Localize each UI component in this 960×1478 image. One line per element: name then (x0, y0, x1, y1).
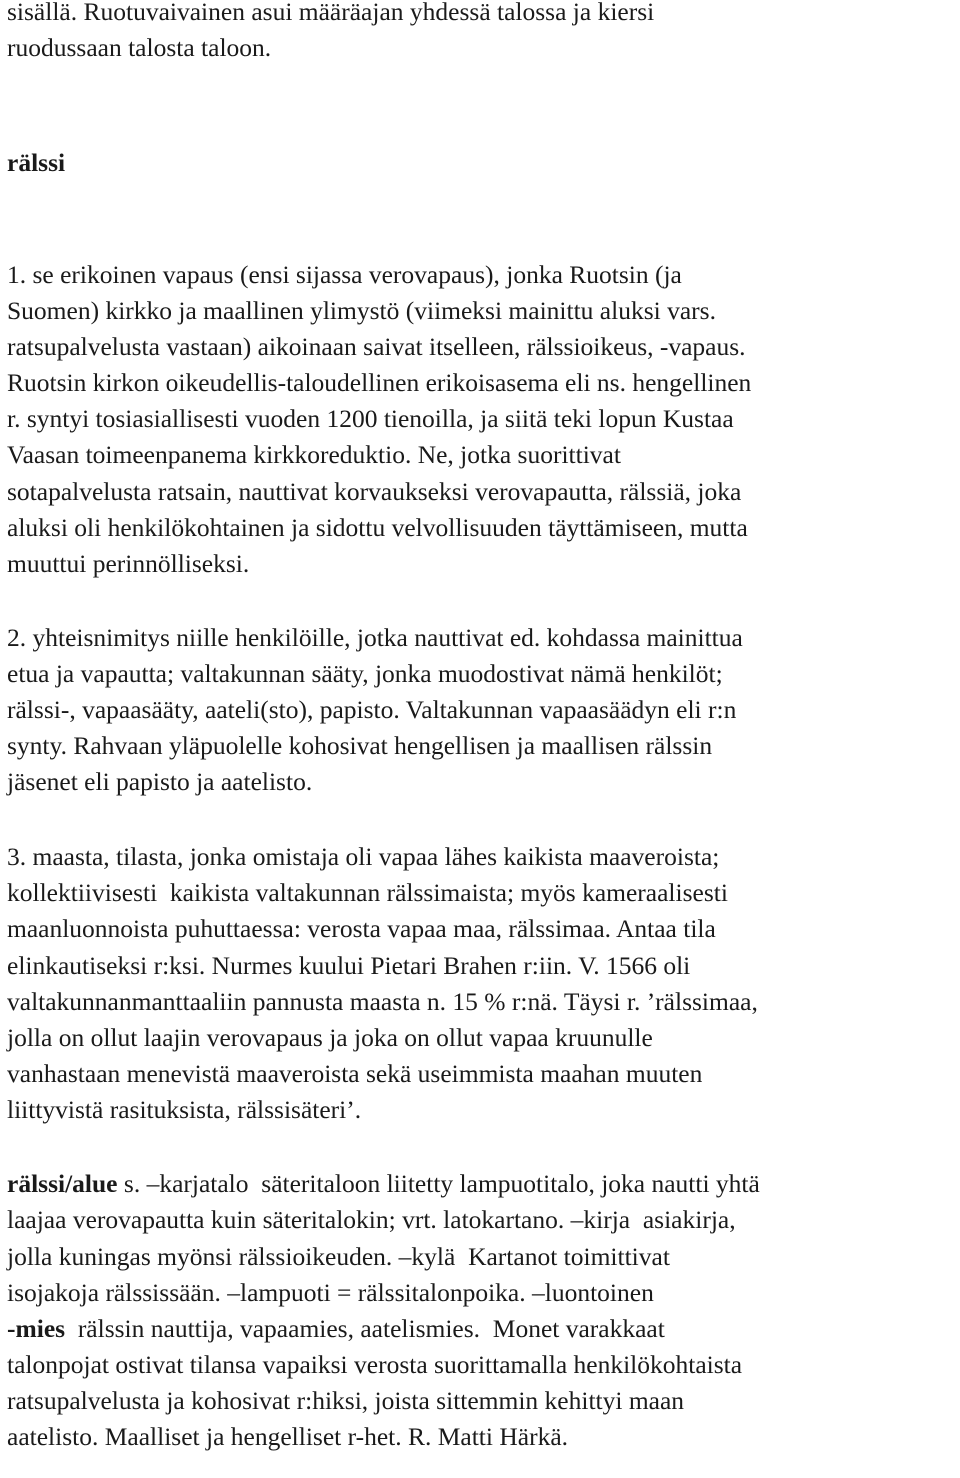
text-line: Vaasan toimeenpanema kirkkoreduktio. Ne, jotka suorittivat (7, 440, 621, 469)
text-line: talonpojat ostivat tilansa vapaiksi verosta suorittamalla henkilökohtaista (7, 1350, 743, 1379)
text-line: Suomen) kirkko ja maallinen ylimystö (viimeksi mainittu aluksi vars. (7, 296, 716, 325)
text-line: r. syntyi tosiasiallisesti vuoden 1200 tienoilla, ja siitä teki lopun Kustaa (7, 404, 734, 433)
text-line: elinkautiseksi r:ksi. Nurmes kuului Pietari Brahen r:iin. V. 1566 oli (7, 951, 691, 980)
compound-entry-line (7, 1311, 665, 1347)
text-line: 1. se erikoinen vapaus (ensi sijassa verovapaus), jonka Ruotsin (ja (7, 260, 682, 289)
text-line: isojakoja rälssissään. –lampuoti = rälssitalonpoika. –luontoinen (7, 1278, 654, 1307)
text-line: laajaa verovapautta kuin säteritalokin; vrt. latokartano. –kirja asiakirja, (7, 1205, 736, 1234)
text-line: sotapalvelusta ratsain, nauttivat korvaukseksi verovapautta, rälssiä, joka (7, 477, 742, 506)
text-line: ratsupalvelusta vastaan) aikoinaan saivat itselleen, rälssioikeus, -vapaus. (7, 332, 746, 361)
text-line: jäsenet eli papisto ja aatelisto. (7, 767, 313, 796)
text-line: jolla kuningas myönsi rälssioikeuden. –kylä Kartanot toimittivat (7, 1242, 670, 1271)
text-line: kollektiivisesti kaikista valtakunnan rälssimaista; myös kameraalisesti (7, 878, 728, 907)
text-line: 2. yhteisnimitys niille henkilöille, jotka nauttivat ed. kohdassa mainittua (7, 623, 743, 652)
compound-headword: -mies (7, 1314, 66, 1343)
compound-text: rälssin nauttija, vapaamies, aatelismies. Monet varakkaat (65, 1314, 665, 1343)
text-line: jolla on ollut laajin verovapaus ja joka on ollut vapaa kruunulle (7, 1023, 653, 1052)
entry-heading: rälssi (7, 148, 66, 177)
text-line: synty. Rahvaan yläpuolelle kohosivat hengellisen ja maallisen rälssin (7, 731, 713, 760)
text-line: Ruotsin kirkon oikeudellis-taloudellinen erikoisasema eli ns. hengellinen (7, 368, 752, 397)
text-line: rälssi-, vapaasääty, aateli(sto), papisto. Valtakunnan vapaasäädyn eli r:n (7, 695, 737, 724)
text-line: liittyvistä rasituksista, rälssisäteri’. (7, 1095, 362, 1124)
text-line: ruodussaan talosta taloon. (7, 33, 272, 62)
text-line: etua ja vapautta; valtakunnan sääty, jonka muodostivat nämä henkilöt; (7, 659, 723, 688)
text-line: aluksi oli henkilökohtainen ja sidottu velvollisuuden täyttämiseen, mutta (7, 513, 748, 542)
text-line: muuttui perinnölliseksi. (7, 549, 250, 578)
compound-entry-line (7, 1166, 760, 1202)
text-line: aatelisto. Maalliset ja hengelliset r-het. R. Matti Härkä. (7, 1422, 569, 1451)
text-line: vanhastaan menevistä maaveroista sekä useimmista maahan muuten (7, 1059, 703, 1088)
text-line: 3. maasta, tilasta, jonka omistaja oli vapaa lähes kaikista maaveroista; (7, 842, 720, 871)
compound-text: s. –karjatalo säteritaloon liitetty lampuotitalo, joka nautti yhtä (117, 1169, 760, 1198)
text-line: sisällä. Ruotuvaivainen asui määräajan yhdessä talossa ja kiersi (7, 0, 655, 26)
compound-headword: rälssi/alue (7, 1169, 118, 1198)
text-line: maanluonnoista puhuttaessa: verosta vapaa maa, rälssimaa. Antaa tila (7, 914, 716, 943)
text-line: valtakunnanmanttaaliin pannusta maasta n. 15 % r:nä. Täysi r. ’rälssimaa, (7, 987, 758, 1016)
text-line: ratsupalvelusta ja kohosivat r:hiksi, joista sittemmin kehittyi maan (7, 1386, 685, 1415)
